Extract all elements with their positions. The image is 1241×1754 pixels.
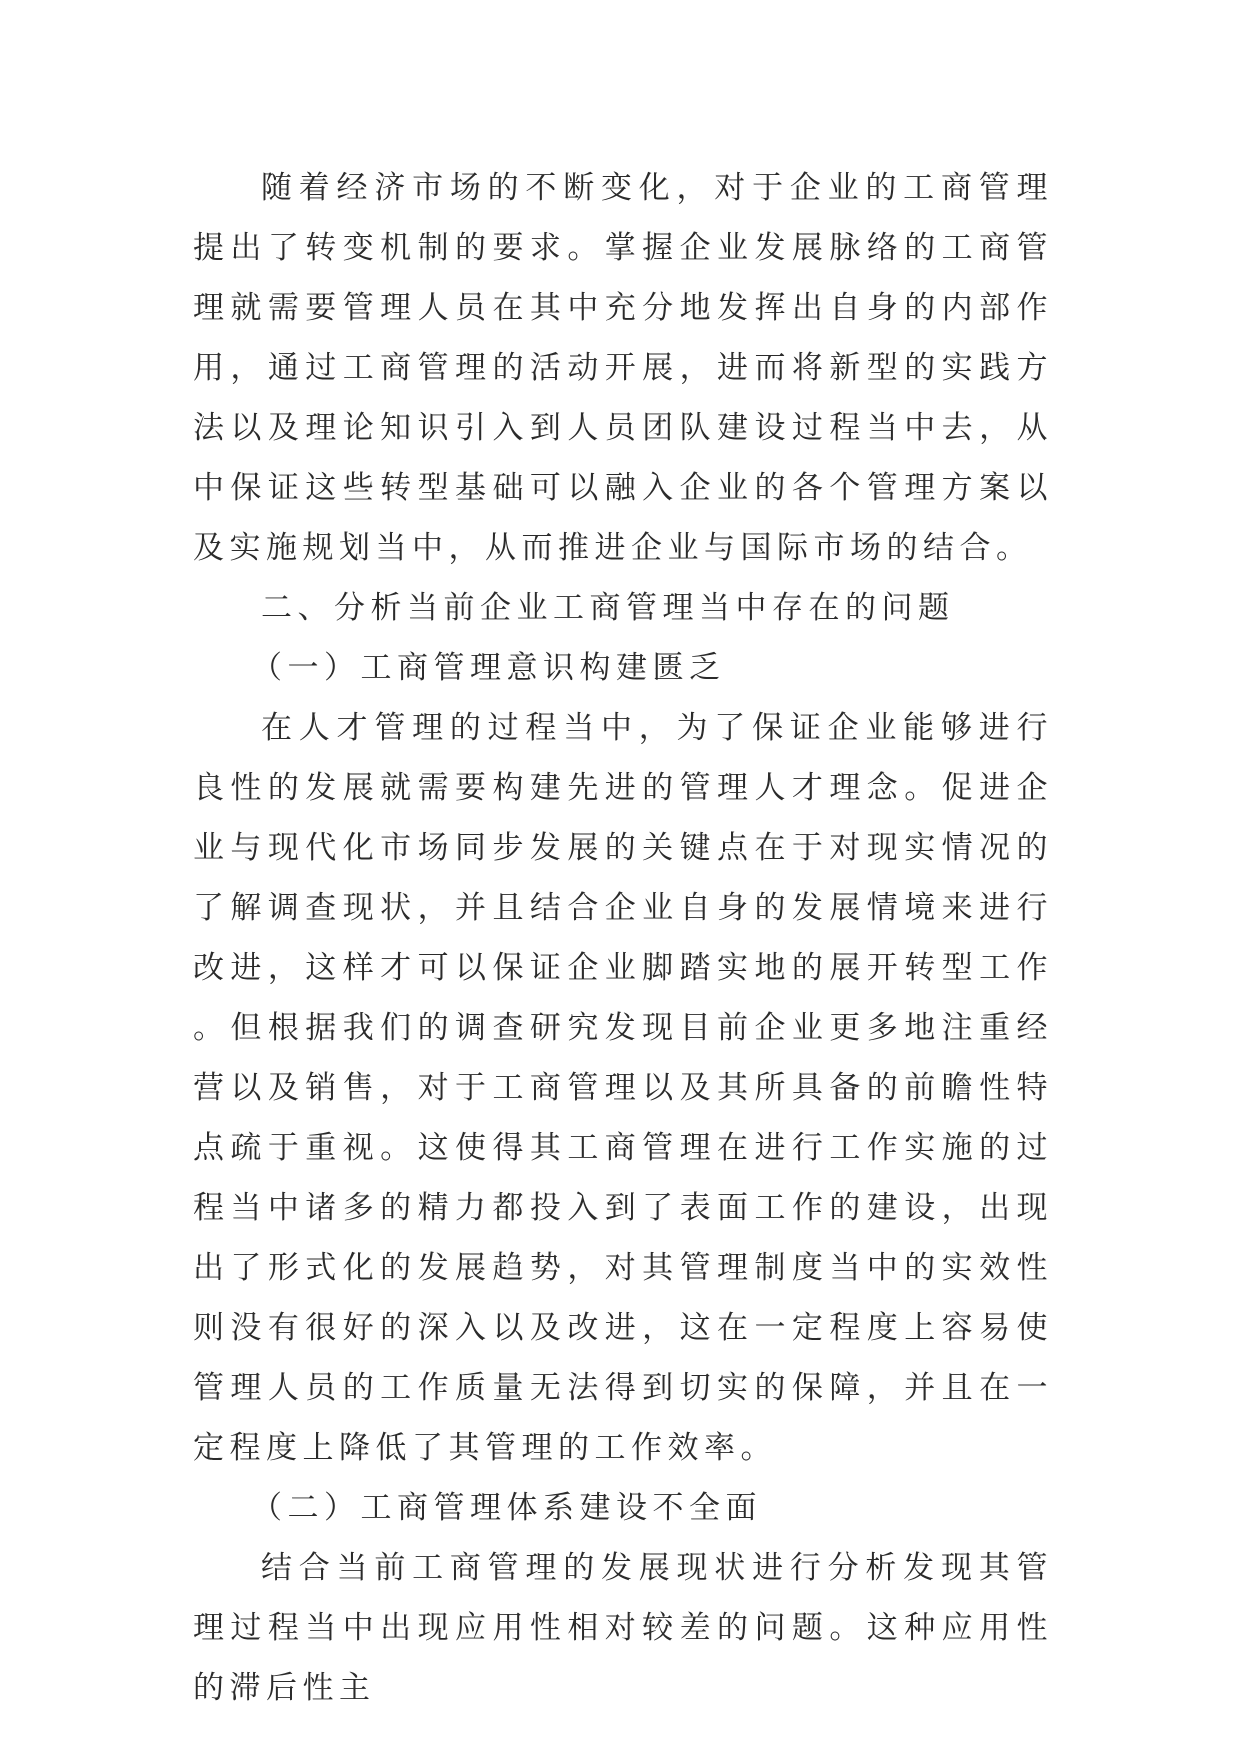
document-body [193, 158, 1053, 1718]
paragraph-intro: 随着经济市场的不断变化，对于企业的工商管理提出了转变机制的要求。掌握企业发展脉络的工商管理就需要管理人员在其中充分地发挥出自身的内部作用，通过工商管理的活动开展，进而将新型的实践方法以及理论知识引入到人员团队建设过程当中去，从中保证这些转型基础可以融入企业的各个管理方案以及实施规划当中，从而推进企业与国际市场的结合。 [193, 170, 1053, 566]
subsection-heading-1: （一）工商管理意识构建匮乏 [251, 650, 726, 686]
paragraph-talent-management: 在人才管理的过程当中，为了保证企业能够进行良性的发展就需要构建先进的管理人才理念。促进企业与现代化市场同步发展的关键点在于对现实情况的了解调查现状，并且结合企业自身的发展情境来进行改进，这样才可以保证企业脚踏实地的展开转型工作。但根据我们的调查研究发现目前企业更多地注重经营以及销售，对于工商管理以及其所具备的前瞻性特点疏于重视。这使得其工商管理在进行工作实施的过程当中诸多的精力都投入到了表面工作的建设，出现出了形式化的发展趋势，对其管理制度当中的实效性则没有很好的深入以及改进，这在一定程度上容易使管理人员的工作质量无法得到切实的保障，并且在一定程度上降低了其管理的工作效率。 [193, 710, 1053, 1466]
subsection-heading-2: （二）工商管理体系建设不全面 [251, 1490, 762, 1526]
section-heading-2: 二、分析当前企业工商管理当中存在的问题 [261, 590, 955, 626]
paragraph-system-construction: 结合当前工商管理的发展现状进行分析发现其管理过程当中出现应用性相对较差的问题。这种应用性的滞后性主 [193, 1550, 1053, 1706]
